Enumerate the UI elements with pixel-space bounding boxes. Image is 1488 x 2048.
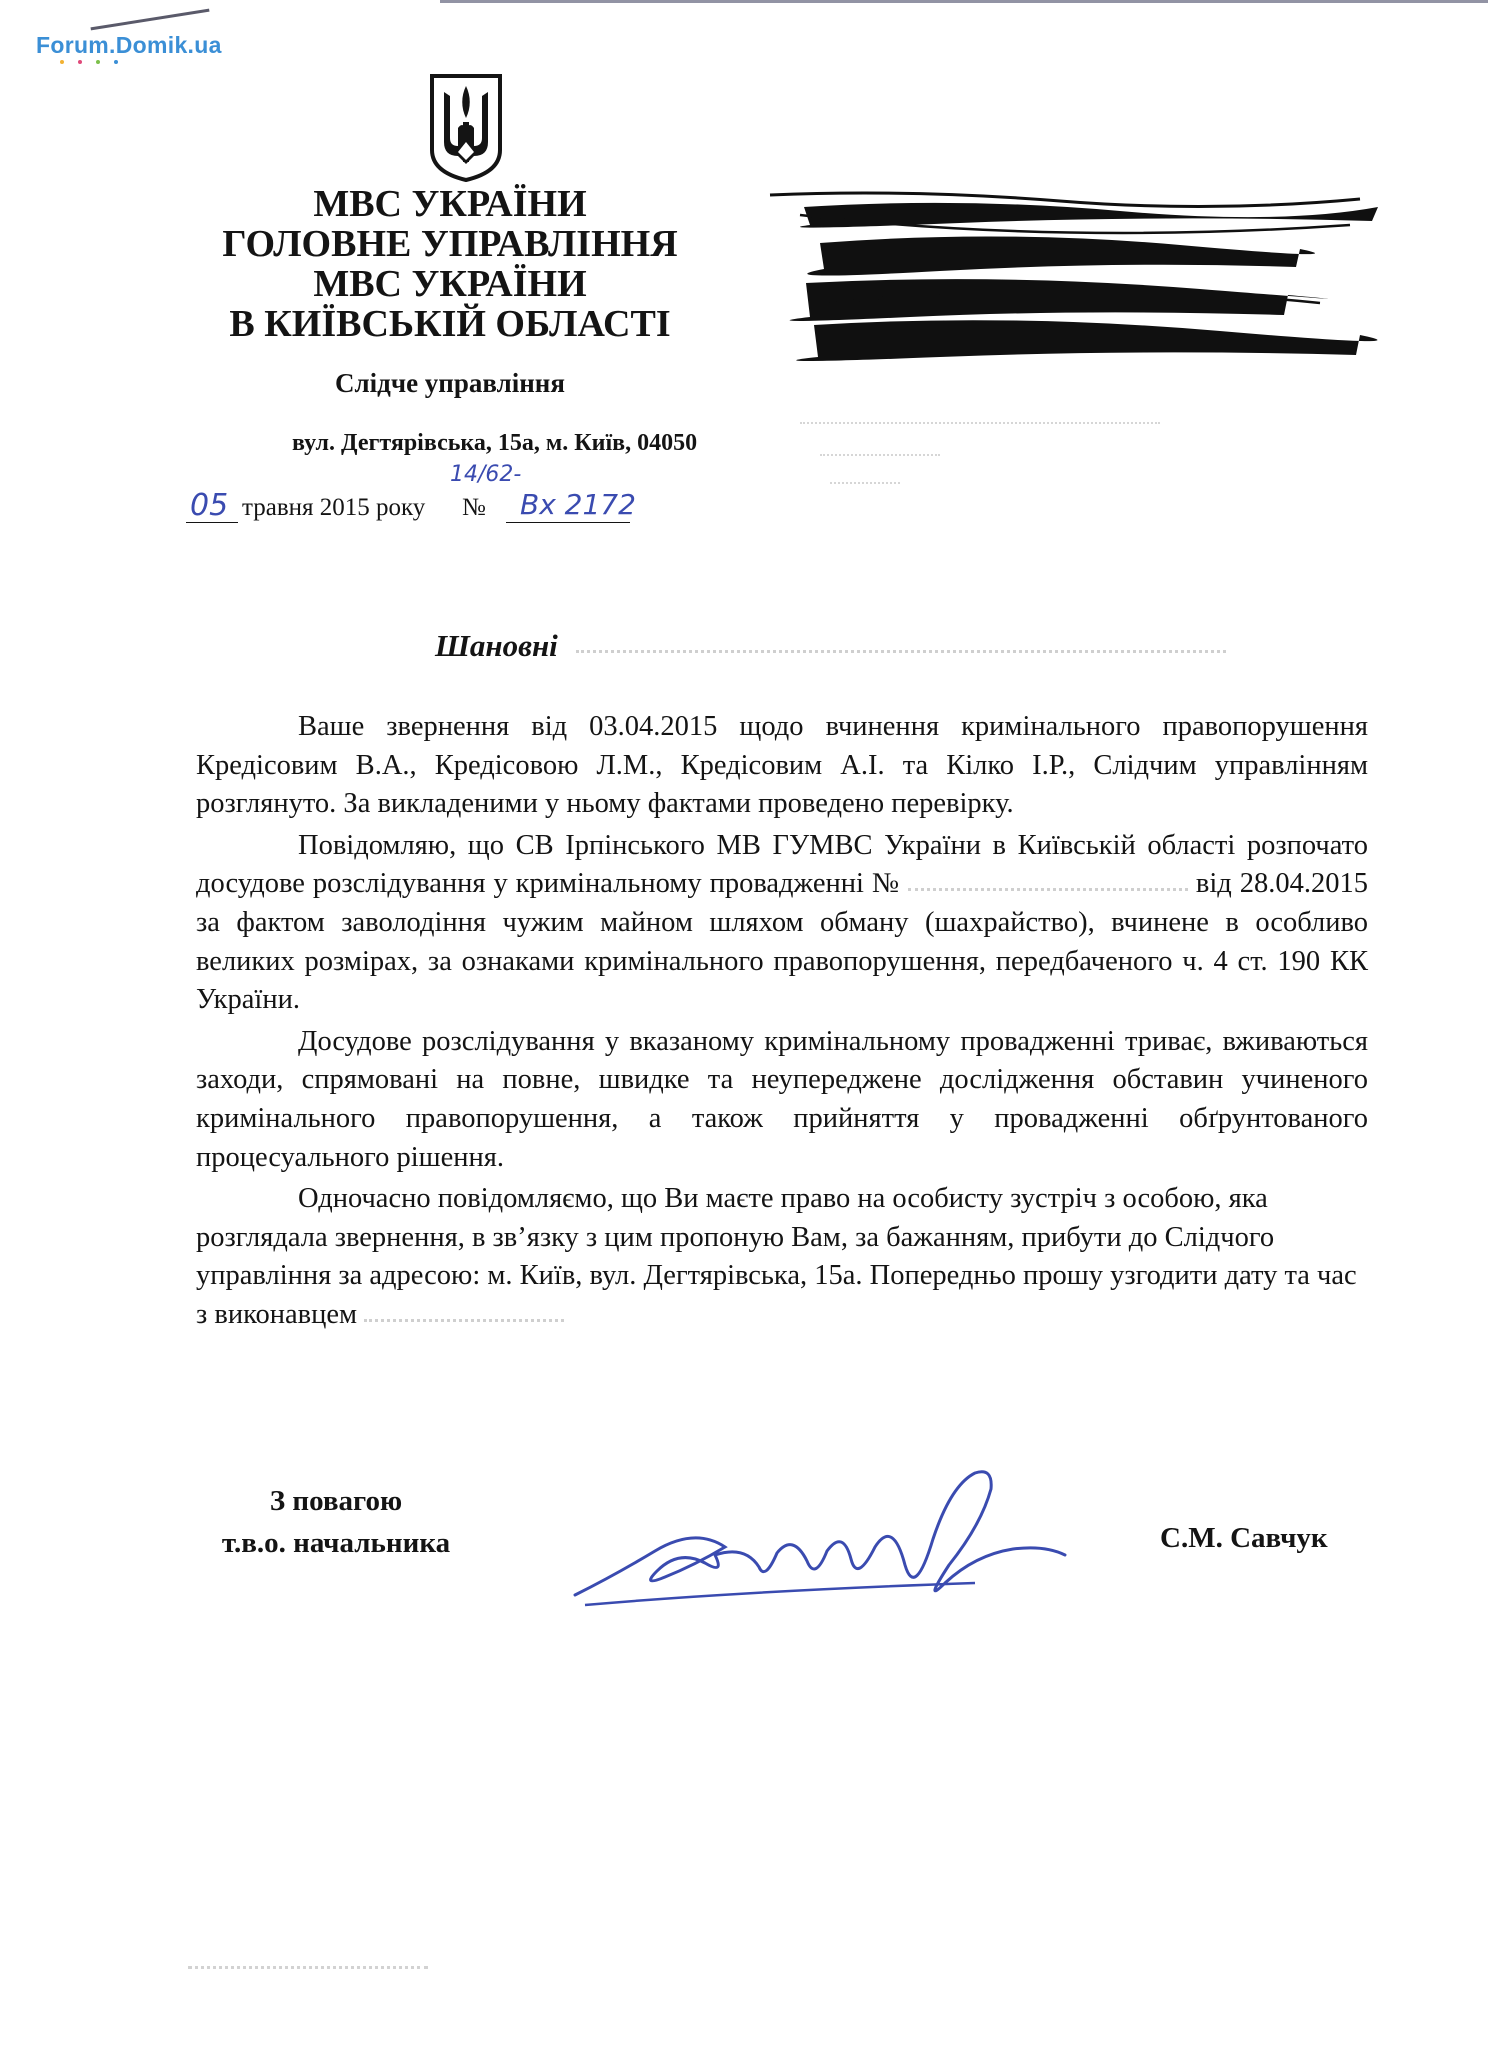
watermark-dot xyxy=(96,60,100,64)
salutation-text: Шановні xyxy=(435,628,558,663)
closing-regards: З повагою xyxy=(269,1485,403,1517)
watermark-dots xyxy=(60,60,118,68)
letter-body xyxy=(196,708,1368,1338)
redacted-case-number xyxy=(908,880,1188,891)
body-paragraph-start: Повідомляю, що СВ Ірпінського МВ ГУМВС України в Київській області розпочато досудове розслідування у кримінальному провадженні № xyxy=(196,829,1368,900)
day-underline xyxy=(186,522,238,523)
watermark-dot xyxy=(60,60,64,64)
faded-executor-footer xyxy=(188,1956,428,1969)
number-underline xyxy=(506,522,630,523)
issuer-address: вул. Дегтярівська, 15а, м. Київ, 04050 xyxy=(292,430,698,456)
salutation xyxy=(435,628,1226,664)
body-paragraph xyxy=(196,827,1368,1020)
forum-watermark: Forum.Domik.ua xyxy=(36,32,222,58)
issuer-line: ГОЛОВНЕ УПРАВЛІННЯ xyxy=(222,223,678,265)
month-year: травня 2015 року xyxy=(242,494,426,521)
body-paragraph: Ваше звернення від 03.04.2015 щодо вчинення кримінального правопорушення Кредісовим В.А., Кредісовою Л.М., Кредісовим А.І. та Кілко І.Р., Слідчим управлінням розглянуто. За викладеними у ньому фактами проведено перевірку. xyxy=(196,711,1368,820)
issuer-line: В КИЇВСЬКІЙ ОБЛАСТІ xyxy=(229,303,671,345)
scan-pen-mark xyxy=(91,9,210,31)
issuer-line: МВС УКРАЇНИ xyxy=(313,263,587,305)
scan-top-edge xyxy=(440,0,1488,3)
date-reference-line xyxy=(186,462,706,534)
body-paragraph: Досудове розслідування у вказаному кримінальному провадженні триває, вживаються заходи, спрямовані на повне, швидке та неупереджене дослідження обставин учиненого кримінального правопорушення, а також прийняття у провадженні обґрунтованого процесуального рішення. xyxy=(196,1025,1368,1173)
watermark-dot xyxy=(78,60,82,64)
watermark-dot xyxy=(114,60,118,64)
closing-block xyxy=(196,1480,476,1564)
handwritten-number-prefix: 14/62- xyxy=(450,462,522,487)
handwritten-signature xyxy=(545,1455,1085,1635)
number-label: № xyxy=(462,494,486,521)
issuer-block xyxy=(150,184,750,344)
signer-name: С.М. Савчук xyxy=(1160,1522,1328,1554)
issuer-line: МВС УКРАЇНИ xyxy=(313,183,587,225)
body-paragraph xyxy=(196,1180,1368,1334)
redacted-addressee xyxy=(760,185,1380,365)
signer-position: т.в.о. начальника xyxy=(221,1527,451,1559)
handwritten-number: Вх 2172 xyxy=(520,488,636,521)
redacted-executor-name xyxy=(364,1311,564,1322)
faded-recipient-lines xyxy=(800,392,1180,488)
handwritten-day: 05 xyxy=(190,488,229,523)
body-paragraph-text: Одночасно повідомляємо, що Ви маєте право на особисту зустріч з особою, яка розглядала звернення, в зв’язку з цим пропоную Вам, за бажанням, прибути до Слідчого управління за адресою: м. Київ, вул. Дегтярівська, 15а. Попередньо прошу узгодити дату та час з виконавцем xyxy=(196,1183,1357,1330)
body-paragraph-end: від 28.04.2015 за фактом заволодіння чужим майном шляхом обману (шахрайство), вчинене в особливо великих розмірах, за ознаками кримінального правопорушення, передбаченого ч. 4 ст. 190 КК України. xyxy=(196,868,1368,1016)
trident-icon xyxy=(428,72,504,182)
redacted-name xyxy=(576,644,1226,653)
department-name: Слідче управління xyxy=(335,368,565,398)
